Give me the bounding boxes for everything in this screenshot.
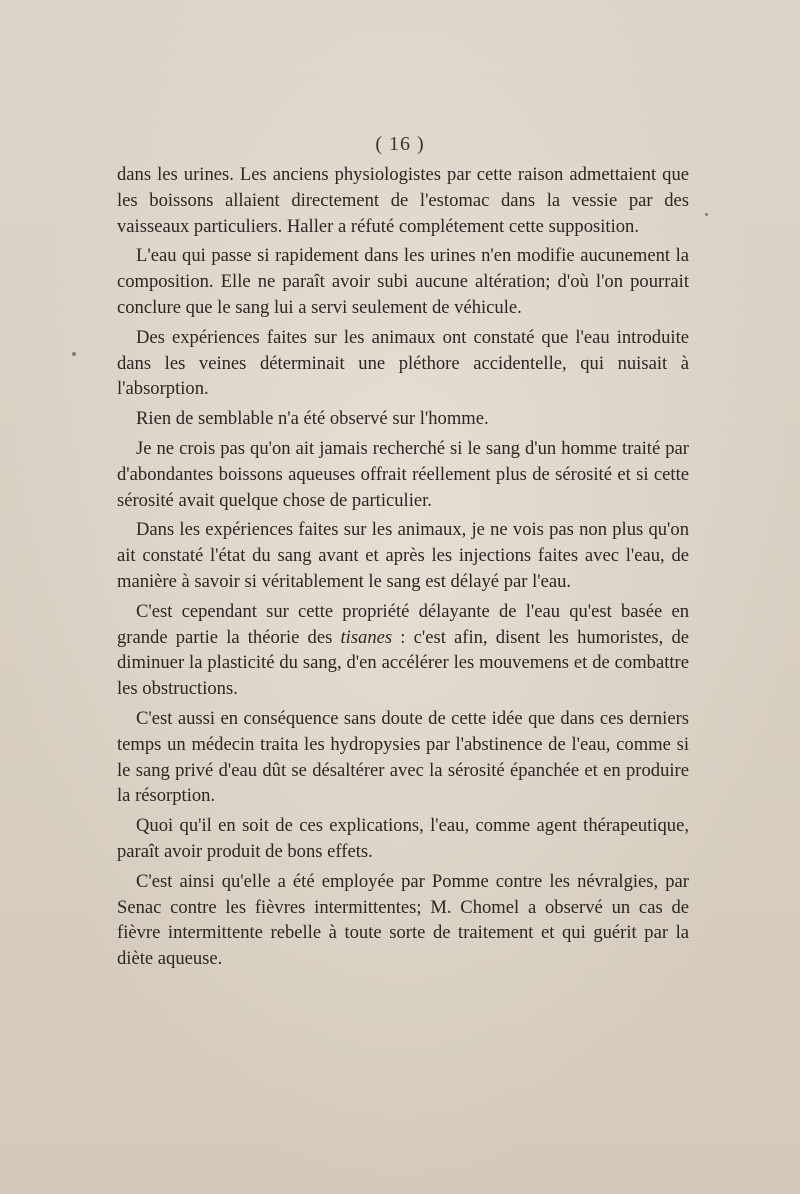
paragraph-3: Des expériences faites sur les animaux ont constaté que l'eau introduite dans les veines déterminait une pléthore accidentelle, qui nuisait à l'absorption.	[117, 326, 689, 400]
paragraph-5: Je ne crois pas qu'on ait jamais recherché si le sang d'un homme traité par d'abondantes boissons aqueuses offrait réellement plus de sérosité et si cette sérosité avait quelque chose de particulier.	[117, 437, 689, 511]
paragraph-9: Quoi qu'il en soit de ces explications, l'eau, comme agent thérapeutique, paraît avoir produit de bons effets.	[117, 815, 689, 862]
paragraph-2: L'eau qui passe si rapidement dans les urines n'en modifie aucunement la composition. Elle ne paraît avoir subi aucune altération; d'où l'on pourrait conclure que le sang lui a servi seulement de véhicule.	[117, 245, 689, 318]
paragraph-7-part-2: : c'est afin, disent les humoristes, de diminuer la plasticité du sang, d'en accélérer les mouvemens et de combattre les obstructions.	[117, 626, 690, 700]
body-text	[117, 162, 689, 972]
paper-speck	[705, 213, 708, 216]
paragraph-10: C'est ainsi qu'elle a été employée par Pomme contre les névralgies, par Senac contre les fièvres intermittentes; M. Chomel a observé un cas de fièvre intermittente rebelle à toute sorte de traitement et qui guérit par la diète aqueuse.	[117, 870, 689, 970]
paragraph-8: C'est aussi en conséquence sans doute de cette idée que dans ces derniers temps un médecin traita les hydropysies par l'abstinence de l'eau, comme si le sang privé d'eau dût se désaltérer avec la sérosité épanchée et en produire la résorption.	[117, 707, 689, 807]
italic-term-tisanes: tisanes	[340, 626, 393, 648]
paragraph-7	[117, 599, 689, 702]
paragraph-6: Dans les expériences faites sur les animaux, je ne vois pas non plus qu'on ait constaté l'état du sang avant et après les injections faites avec l'eau, de manière à savoir si véritablement le sang est délayé par l'eau.	[117, 519, 689, 592]
paragraph-7-part-1: C'est cependant sur cette propriété délayante de l'eau qu'est basée en grande partie la théorie des	[117, 600, 689, 648]
paper-speck	[72, 352, 76, 356]
paragraph-4: Rien de semblable n'a été observé sur l'homme.	[136, 408, 489, 430]
paragraph-1: dans les urines. Les anciens physiologistes par cette raison admettaient que les boissons allaient directement de l'estomac dans la vessie par des vaisseaux particuliers. Haller a réfuté complétement cette supposition.	[117, 164, 689, 237]
page-number: ( 16 )	[375, 133, 425, 155]
